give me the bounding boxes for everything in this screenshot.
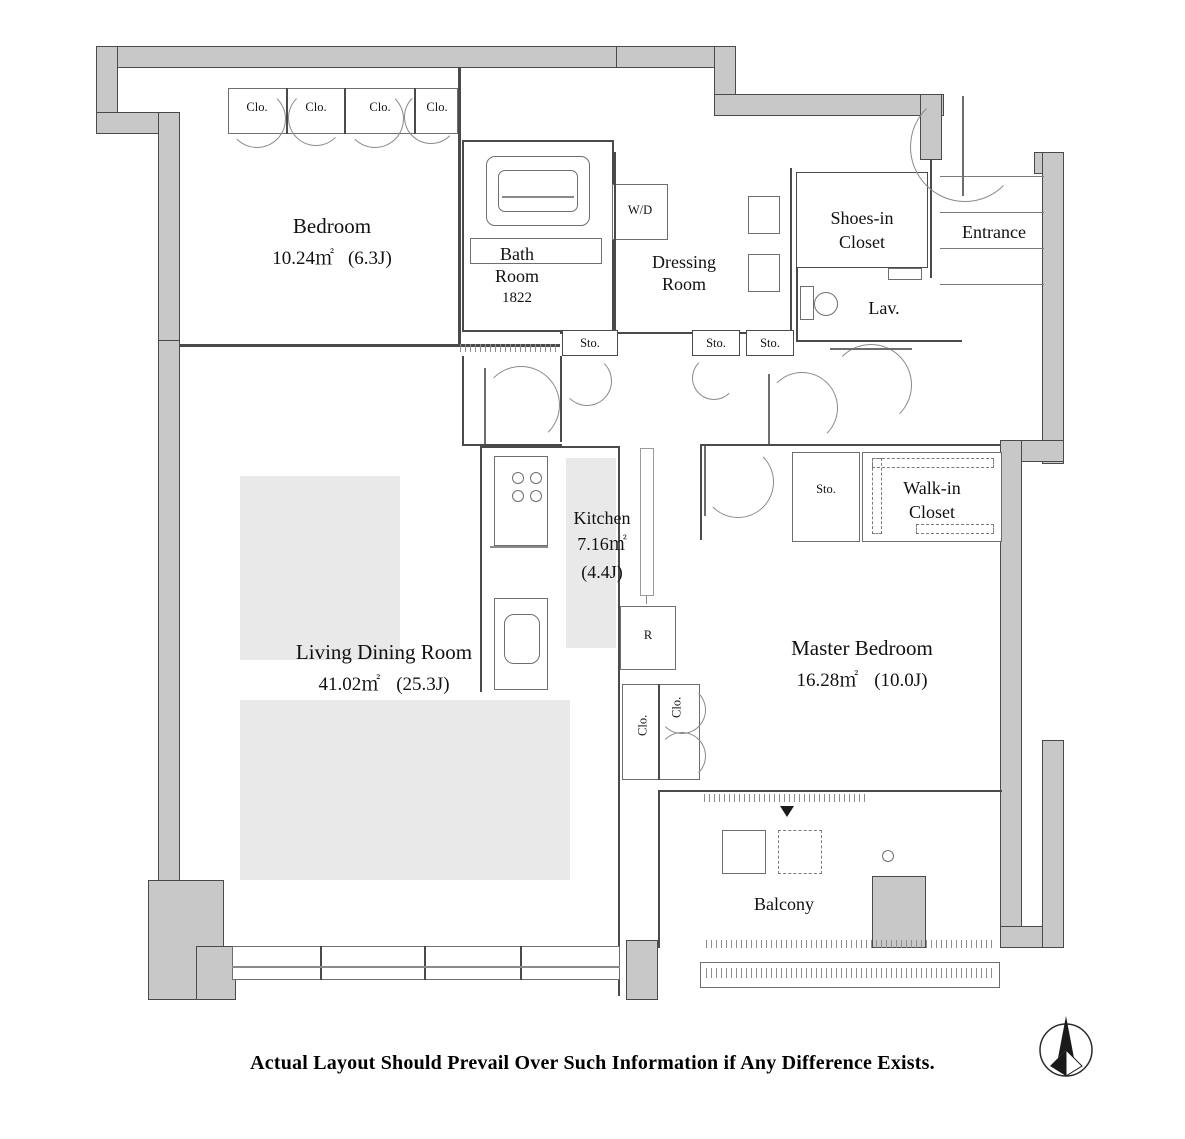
wall-top-left: [96, 46, 636, 68]
room-label-bedroom: Bedroom: [292, 214, 372, 238]
room-area-bedroom-jo: (6.3J): [347, 248, 392, 269]
toilet-tank: [800, 286, 814, 320]
wall-bottom-left-stub: [196, 946, 236, 1000]
walk-in-closet-label-1: Walk-in: [903, 478, 961, 498]
lav-door-arc: [830, 344, 912, 426]
entrance-door-panel: [962, 96, 964, 196]
closet-vertical-label-2: Clo.: [669, 696, 684, 718]
storage-box-3: Sto.: [746, 330, 794, 356]
dressing-shelf-1: [748, 196, 780, 234]
wall-right-main: [1042, 152, 1064, 464]
bath-room-label-2: Room: [494, 266, 539, 286]
dressing-room-right: [790, 168, 792, 332]
shoes-in-closet-shelf: [888, 268, 922, 280]
closet-vertical-arc-1: [658, 686, 706, 734]
room-label-mbr: Master Bedroom: [791, 636, 933, 660]
balcony-label: Balcony: [754, 894, 814, 914]
dressing-room-label-2: Room: [661, 274, 706, 294]
closet-door-arc-3: [346, 90, 404, 148]
balcony-direction-marker: [780, 806, 794, 817]
closet-vertical-arc-2: [658, 732, 706, 780]
storage-box-2: Sto.: [692, 330, 740, 356]
storage-door-arc-1: [562, 356, 612, 406]
shoes-in-closet-label-2: Closet: [838, 232, 885, 252]
kitchen-area-jo: (4.4J): [581, 562, 623, 582]
closet-label-3: Clo.: [369, 100, 391, 114]
kitchen-area-m2: 7.16㎡: [577, 534, 627, 554]
hall-door-panel-ldr: [484, 368, 486, 444]
closet-label-2: Clo.: [305, 100, 327, 114]
mbr-wall-left: [700, 444, 702, 540]
wall-bottom-mid: [626, 940, 658, 1000]
wall-balcony-pillar: [872, 876, 926, 948]
stove-burner-3: [512, 490, 524, 502]
bathtub-inner: [498, 170, 578, 212]
kitchen-label: Kitchen: [573, 508, 631, 528]
hall-door-panel-mid: [768, 374, 770, 444]
mbr-window-hatch: [706, 968, 994, 978]
entrance-step-4: [940, 284, 1044, 285]
balcony-wall-left: [658, 790, 660, 948]
stove-burner-2: [530, 472, 542, 484]
entrance-door-arc: [910, 92, 1020, 202]
room-area-mbr: [718, 670, 1006, 692]
hall-wall-below-left: [462, 356, 464, 446]
entrance-step-2: [940, 212, 1044, 213]
walk-in-closet-label-2: Closet: [908, 502, 955, 522]
lav-wall-bottom: [796, 340, 962, 342]
toilet-bowl: [814, 292, 838, 316]
balcony-rail-bottom: [706, 940, 996, 948]
balcony-wall-top: [658, 790, 1002, 792]
balcony-rail-top: [704, 794, 866, 802]
mbr-door-panel: [704, 446, 706, 516]
walk-in-closet-shelf-bottom: [916, 524, 994, 534]
lav-wall-left: [796, 268, 798, 342]
room-area-bedroom-m2: 10.24㎡: [272, 248, 334, 269]
ldr-window-band: [232, 946, 620, 980]
closet-door-arc-1: [228, 90, 286, 148]
walk-in-closet-shelf-top: [872, 458, 994, 468]
wall-top-right-run: [714, 94, 944, 116]
balcony-unit-1: [722, 830, 766, 874]
entrance-step-3: [940, 248, 1044, 249]
storage-box-1: Sto.: [562, 330, 618, 356]
lavatory-label: Lav.: [868, 298, 900, 318]
closet-label-1: Clo.: [246, 100, 268, 114]
room-area-bedroom: [206, 248, 458, 270]
ldr-shade-center: [320, 476, 400, 660]
hall-wall-below-right: [560, 356, 562, 442]
balcony-drain: [882, 850, 894, 862]
hall-door-arc-mid: [766, 372, 838, 444]
bath-room-label-1: Bath: [500, 244, 534, 264]
wall-line-bedroom-right: [458, 68, 461, 344]
ldr-shade-left: [240, 476, 320, 660]
dressing-room-label-1: Dressing: [652, 252, 716, 272]
hall-door-arc-ldr: [482, 366, 560, 444]
closet-door-arc-2: [288, 90, 344, 146]
bathtub-detail: [502, 196, 574, 198]
stove-burner-4: [530, 490, 542, 502]
balcony-unit-2: [778, 830, 822, 874]
bath-room-label-3: 1822: [502, 290, 532, 306]
closet-vertical-label-1: Clo.: [635, 714, 650, 736]
wall-left-lower: [158, 340, 180, 885]
ldr-window-mullion-3: [520, 946, 522, 980]
entrance-label: Entrance: [962, 222, 1026, 242]
storage-door-arc-2: [692, 356, 736, 400]
stove-burner-1: [512, 472, 524, 484]
ldr-window-mullion-2: [424, 946, 426, 980]
room-label-ldr: Living Dining Room: [295, 640, 473, 664]
room-area-mbr-jo: (10.0J): [874, 670, 928, 691]
kitchen-wall-top: [480, 446, 620, 448]
ldr-window-sill: [232, 966, 620, 968]
ldr-window-mullion-1: [320, 946, 322, 980]
lav-door-panel: [830, 348, 912, 350]
room-area-ldr: [186, 674, 582, 696]
closet-door-arc-4: [404, 90, 458, 144]
dressing-room-top: [614, 152, 616, 332]
disclaimer-note: Actual Layout Should Prevail Over Such Information if Any Difference Exists.: [250, 1052, 935, 1074]
shoes-in-closet-label-1: Shoes-in: [830, 208, 894, 228]
wall-balcony-rightedge: [1042, 740, 1064, 948]
refrigerator-label: R: [643, 628, 653, 642]
ldr-shade-block: [240, 700, 570, 880]
closet-label-4: Clo.: [426, 100, 448, 114]
room-area-mbr-m2: 16.28㎡: [796, 670, 859, 691]
storage-mbr-outline: [792, 452, 860, 542]
wall-left-main: [158, 112, 180, 352]
storage-box-4: Sto.: [816, 482, 836, 496]
bedroom-sill-hatch: [460, 344, 560, 352]
room-area-ldr-m2: 41.02㎡: [318, 674, 381, 695]
mbr-door-arc: [702, 446, 774, 518]
wall-right-lower: [1000, 440, 1022, 948]
room-area-ldr-jo: (25.3J): [396, 674, 450, 695]
washer-dryer-label: W/D: [627, 203, 653, 217]
